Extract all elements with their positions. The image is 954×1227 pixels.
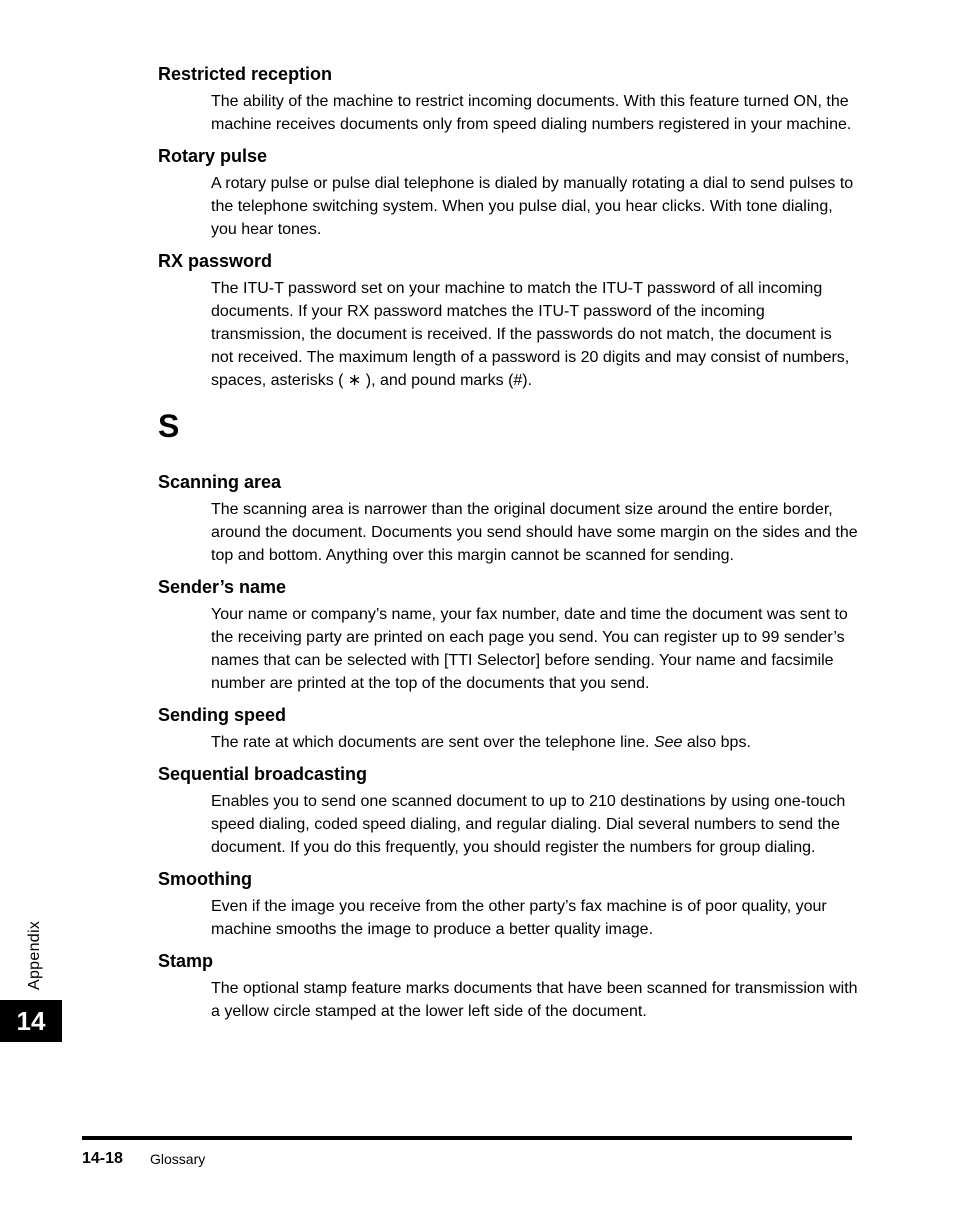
footer-section-title: Glossary <box>150 1151 206 1167</box>
glossary-term: Stamp <box>158 951 214 971</box>
glossary-term: Sender’s name <box>158 577 287 597</box>
glossary-entry <box>158 62 858 136</box>
glossary-definition: The optional stamp feature marks documents that have been scanned for transmission with a yellow circle stamped at the lower left side of the document. <box>211 980 858 1020</box>
glossary-entry <box>158 762 858 859</box>
glossary-entry <box>158 949 858 1023</box>
section-letter-heading: S <box>158 408 180 444</box>
glossary-content <box>158 62 858 1031</box>
glossary-definition: A rotary pulse or pulse dial telephone is dialed by manually rotating a dial to send pulses to the telephone switching system. When you pulse dial, you hear clicks. With tone dialing, you hear tones. <box>211 175 854 238</box>
glossary-entry <box>158 867 858 941</box>
footer-rule <box>82 1136 852 1140</box>
glossary-definition: The ability of the machine to restrict incoming documents. With this feature turned ON, the machine receives documents only from speed dialing numbers registered in your machine. <box>211 93 852 133</box>
glossary-definition: Your name or company’s name, your fax number, date and time the document was sent to the receiving party are printed on each page you send. You can register up to 99 sender’s names that can be selected with [TTI Selector] before sending. Your name and facsimile number are printed at the top of the documents that you send. <box>211 606 848 692</box>
glossary-definition: Even if the image you receive from the other party’s fax machine is of poor quality, your machine smooths the image to produce a better quality image. <box>211 898 827 938</box>
glossary-term: Smoothing <box>158 869 252 889</box>
glossary-term: Restricted reception <box>158 64 333 84</box>
chapter-tab: 14 <box>0 1000 62 1042</box>
glossary-definition: The ITU-T password set on your machine to match the ITU-T password of all incoming documents. If your RX password matches the ITU-T password of the incoming transmission, the document is received. If the passwords do not match, the document is not received. The maximum length of a password is 20 digits and may consist of numbers, spaces, asterisks ( ∗ ), and pound marks (#). <box>211 280 850 389</box>
definition-text: The rate at which documents are sent over the telephone line. <box>211 734 654 751</box>
glossary-entry <box>158 703 858 754</box>
see-reference: See <box>653 734 683 751</box>
glossary-definition <box>211 731 858 754</box>
glossary-term: Scanning area <box>158 472 282 492</box>
glossary-term: Sequential broadcasting <box>158 764 368 784</box>
glossary-term: Sending speed <box>158 705 287 725</box>
glossary-term: Rotary pulse <box>158 146 268 166</box>
appendix-side-label: Appendix <box>26 920 43 990</box>
glossary-definition: The scanning area is narrower than the original document size around the entire border, around the document. Documents you send should have some margin on the sides and the top and bottom. Anything over this margin cannot be scanned for sending. <box>211 501 858 564</box>
glossary-definition: Enables you to send one scanned document to up to 210 destinations by using one-touch speed dialing, coded speed dialing, and regular dialing. Dial several numbers to send the document. If you do this frequently, you should register the numbers for group dialing. <box>211 793 846 856</box>
glossary-entry <box>158 249 858 392</box>
glossary-term: RX password <box>158 251 273 271</box>
glossary-entry <box>158 575 858 695</box>
definition-text: also bps. <box>682 734 751 751</box>
glossary-entry <box>158 470 858 567</box>
glossary-entry <box>158 144 858 241</box>
footer-page-number: 14-18 <box>82 1150 123 1167</box>
